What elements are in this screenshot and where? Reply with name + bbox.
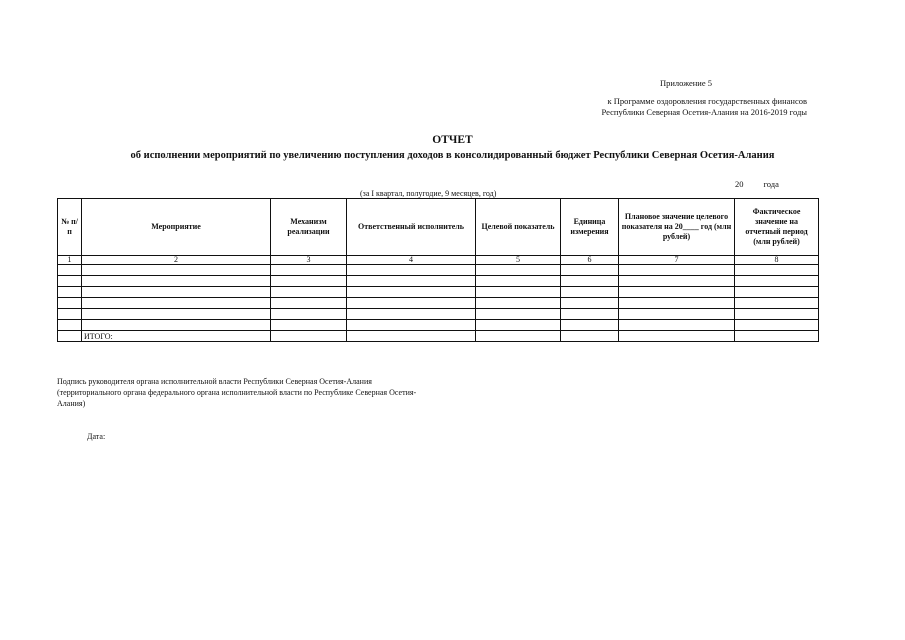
program-reference bbox=[602, 96, 807, 118]
appendix-label: Приложение 5 bbox=[660, 78, 712, 88]
year-prefix: 20 bbox=[735, 179, 744, 189]
column-number: 6 bbox=[561, 256, 619, 265]
column-number: 3 bbox=[271, 256, 347, 265]
header-measure: Мероприятие bbox=[82, 199, 271, 256]
signature-line-1: Подпись руководителя органа исполнительной власти Республики Северная Осетия-Алания bbox=[57, 377, 372, 386]
year-line bbox=[735, 179, 779, 189]
table-row bbox=[58, 320, 819, 331]
column-number: 4 bbox=[347, 256, 476, 265]
total-label: ИТОГО: bbox=[82, 331, 271, 342]
period-note: (за I квартал, полугодие, 9 месяцев, год) bbox=[360, 189, 497, 198]
signature-block bbox=[57, 376, 477, 409]
header-number: № п/п bbox=[58, 199, 82, 256]
table-row bbox=[58, 287, 819, 298]
report-title: ОТЧЕТ bbox=[432, 134, 473, 146]
date-label: Дата: bbox=[87, 432, 106, 441]
header-executor: Ответственный исполнитель bbox=[347, 199, 476, 256]
header-unit: Единица измерения bbox=[561, 199, 619, 256]
table-row bbox=[58, 276, 819, 287]
table-header-row bbox=[58, 199, 819, 256]
column-number: 1 bbox=[58, 256, 82, 265]
report-subtitle: об исполнении мероприятий по увеличению поступления доходов в консолидированный бюджет Республики Северная Осетия-Алания bbox=[130, 150, 775, 161]
table-row bbox=[58, 265, 819, 276]
column-number: 8 bbox=[735, 256, 819, 265]
program-line-1: к Программе оздоровления государственных финансов bbox=[607, 96, 807, 106]
header-planned-value: Плановое значение целевого показателя на 20____ год (млн рублей) bbox=[619, 199, 735, 256]
column-number: 5 bbox=[476, 256, 561, 265]
year-suffix: года bbox=[763, 179, 779, 189]
header-actual-value: Фактическое значение на отчетный период (млн рублей) bbox=[735, 199, 819, 256]
report-table bbox=[57, 198, 819, 342]
signature-line-3: Алания) bbox=[57, 399, 86, 408]
column-number-row bbox=[58, 256, 819, 265]
total-row bbox=[58, 331, 819, 342]
program-line-2: Республики Северная Осетия-Алания на 2016-2019 годы bbox=[601, 107, 807, 117]
column-number: 2 bbox=[82, 256, 271, 265]
table-row bbox=[58, 298, 819, 309]
header-mechanism: Механизм реализации bbox=[271, 199, 347, 256]
column-number: 7 bbox=[619, 256, 735, 265]
header-target-indicator: Целевой показатель bbox=[476, 199, 561, 256]
table-row bbox=[58, 309, 819, 320]
signature-line-2: (территориального органа федерального органа исполнительной власти по Республике Северная Осетия- bbox=[57, 388, 417, 397]
